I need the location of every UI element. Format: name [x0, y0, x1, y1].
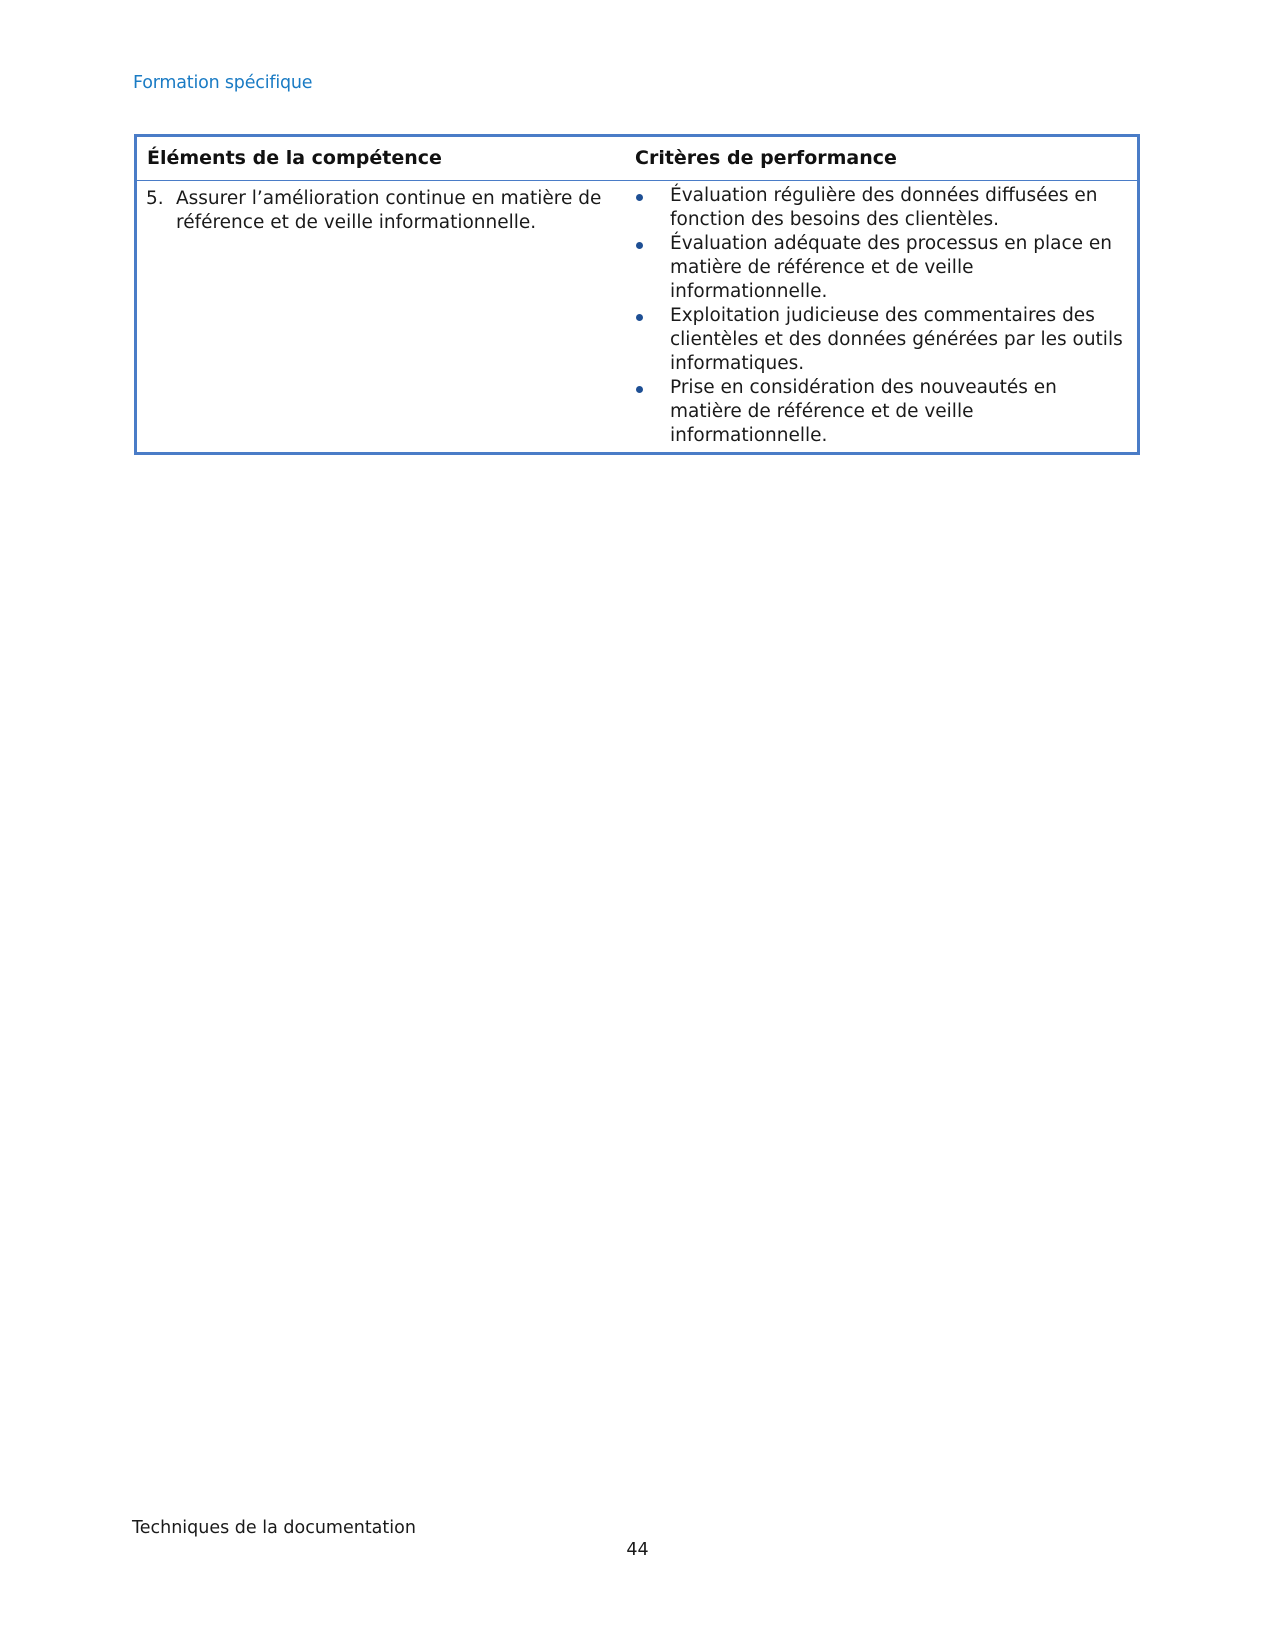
- table-header-row: [137, 137, 1137, 181]
- running-header: Formation spécifique: [133, 73, 313, 93]
- criteria-item: [624, 376, 1137, 448]
- criteria-text: Évaluation régulière des données diffusées en fonction des besoins des clientèles.: [670, 185, 1098, 230]
- criteria-item: [624, 304, 1137, 376]
- table-row: [137, 181, 1137, 452]
- criteria-item: [624, 184, 1137, 232]
- elements-cell: [137, 181, 624, 448]
- bullet-icon: [636, 314, 643, 321]
- criteria-cell: [624, 181, 1137, 448]
- bullet-icon: [636, 242, 643, 249]
- element-item: [137, 181, 624, 235]
- criteria-text: Prise en considération des nouveautés en matière de référence et de veille informationnelle.: [670, 377, 1057, 446]
- bullet-icon: [636, 386, 643, 393]
- criteria-item: [624, 232, 1137, 304]
- element-number: 5.: [146, 188, 164, 209]
- competence-table: [134, 134, 1140, 455]
- column-header-criteria: Critères de performance: [635, 147, 897, 169]
- bullet-icon: [636, 194, 643, 201]
- criteria-text: Évaluation adéquate des processus en place en matière de référence et de veille informationnelle.: [670, 233, 1113, 302]
- element-text: Assurer l’amélioration continue en matière de référence et de veille informationnelle.: [176, 188, 602, 233]
- running-footer: Techniques de la documentation: [132, 1518, 416, 1538]
- criteria-text: Exploitation judicieuse des commentaires des clientèles et des données générées par les outils informatiques.: [670, 305, 1123, 374]
- page-number: 44: [626, 1540, 649, 1560]
- criteria-list: [624, 181, 1137, 448]
- column-header-elements: Éléments de la compétence: [147, 147, 442, 169]
